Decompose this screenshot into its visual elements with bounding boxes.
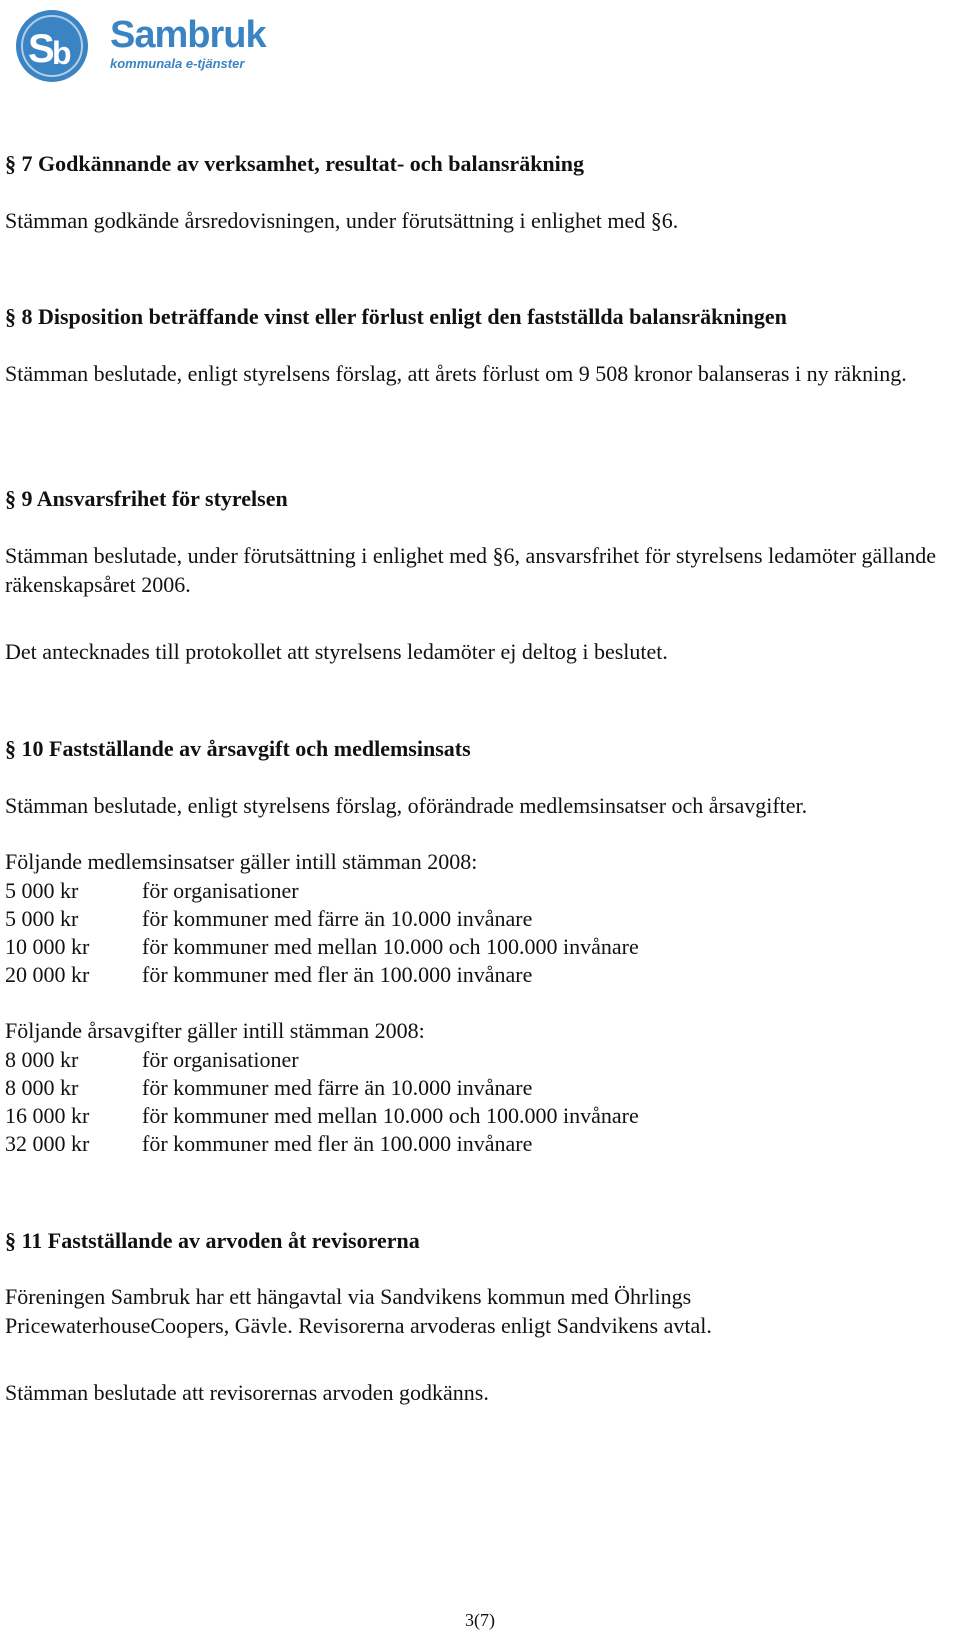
section-9-heading: § 9 Ansvarsfrihet för styrelsen [5, 486, 288, 511]
section-7-paragraph: Stämman godkände årsredovisningen, under förutsättning i enlighet med §6. [5, 208, 679, 233]
logo-text [110, 16, 266, 71]
section-8-heading: § 8 Disposition beträffande vinst eller förlust enligt den fastställda balansräkningen [5, 304, 787, 329]
section-10-heading: § 10 Fastställande av årsavgift och medlemsinsats [5, 736, 471, 761]
section-9-paragraph-2: Det antecknades till protokollet att styrelsens ledamöter ej deltog i beslutet. [5, 639, 668, 664]
section-11-paragraph-1: Föreningen Sambruk har ett hängavtal via Sandvikens kommun med Öhrlings PricewaterhouseCoopers, Gävle. Revisorerna arvoderas enligt Sandvikens avtal. [5, 1284, 712, 1338]
avgifter-title: Följande årsavgifter gäller intill stämman 2008: [5, 1018, 425, 1043]
fee-description: för kommuner med mellan 10.000 och 100.000 invånare [142, 934, 639, 959]
insatser-title: Följande medlemsinsatser gäller intill stämman 2008: [5, 849, 478, 874]
sambruk-emblem-icon [14, 6, 94, 86]
fee-description: för kommuner med fler än 100.000 invånare [142, 962, 533, 987]
section-7-heading: § 7 Godkännande av verksamhet, resultat- och balansräkning [5, 151, 585, 176]
svg-text:b: b [52, 35, 72, 71]
svg-text:S: S [28, 27, 55, 71]
fee-amount: 5 000 kr [5, 878, 79, 903]
fee-amount: 10 000 kr [5, 934, 90, 959]
section-9-paragraph-1: Stämman beslutade, under förutsättning i enlighet med §6, ansvarsfrihet för styrelsens ledamöter gällande räkenskapsåret 2006. [5, 543, 937, 597]
fee-description: för organisationer [142, 1047, 299, 1072]
fee-amount: 8 000 kr [5, 1047, 79, 1072]
fee-amount: 32 000 kr [5, 1131, 90, 1156]
section-11-heading: § 11 Fastställande av arvoden åt revisorerna [5, 1228, 420, 1253]
logo-name: Sambruk [110, 14, 266, 56]
section-10-paragraph: Stämman beslutade, enligt styrelsens förslag, oförändrade medlemsinsatser och årsavgifter. [5, 793, 808, 818]
fee-description: för kommuner med färre än 10.000 invånare [142, 1075, 533, 1100]
section-11-paragraph-2: Stämman beslutade att revisorernas arvoden godkänns. [5, 1380, 489, 1405]
fee-amount: 16 000 kr [5, 1103, 90, 1128]
fee-description: för kommuner med fler än 100.000 invånare [142, 1131, 533, 1156]
section-8-paragraph: Stämman beslutade, enligt styrelsens förslag, att årets förlust om 9 508 kronor balanseras i ny räkning. [5, 361, 907, 386]
fee-description: för kommuner med färre än 10.000 invånare [142, 906, 533, 931]
fee-amount: 5 000 kr [5, 906, 79, 931]
logo-tagline: kommunala e-tjänster [110, 56, 245, 71]
fee-amount: 20 000 kr [5, 962, 90, 987]
fee-description: för kommuner med mellan 10.000 och 100.000 invånare [142, 1103, 639, 1128]
sambruk-logo [14, 6, 266, 86]
fee-description: för organisationer [142, 878, 299, 903]
page-number: 3(7) [465, 1610, 495, 1630]
fee-amount: 8 000 kr [5, 1075, 79, 1100]
